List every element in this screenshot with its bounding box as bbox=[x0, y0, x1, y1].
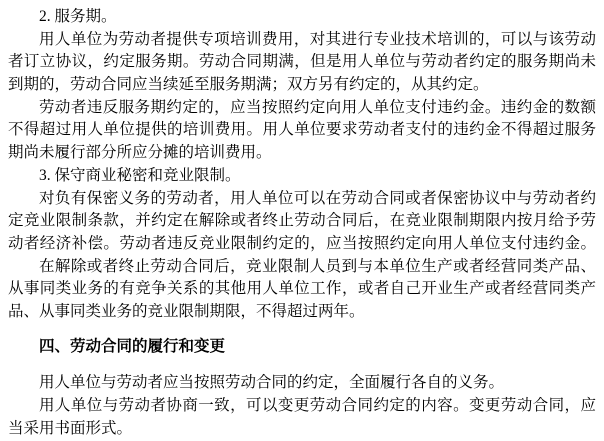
text-line: 用人单位为劳动者提供专项培训费用，对其进行专业技术培训的，可以与该劳动 bbox=[39, 30, 596, 48]
section-heading: 四、劳动合同的履行和变更 bbox=[39, 337, 226, 355]
text-line: 用人单位与劳动者协商一致，可以变更劳动合同约定的内容。变更劳动合同，应 bbox=[39, 397, 596, 414]
text-line: 期尚未履行部分所应分摊的培训费用。 bbox=[8, 144, 272, 162]
text-line: 动者经济补偿。劳动者违反竞业限制约定的，应当按照约定向用人单位支付违约金。 bbox=[8, 234, 596, 252]
text-line: 3. 保守商业秘密和竞业限制。 bbox=[39, 166, 241, 184]
text-line: 在解除或者终止劳动合同后，竞业限制人员到与本单位生产或者经营同类产品、 bbox=[39, 257, 596, 275]
text-line: 到期的，劳动合同应当续延至服务期满；双方另有约定的，从其约定。 bbox=[8, 76, 489, 94]
text-line: 定竞业限制条款，并约定在解除或者终止劳动合同后，在竞业限制期限内按月给予劳 bbox=[8, 212, 596, 230]
text-line: 2. 服务期。 bbox=[39, 8, 117, 25]
text-line: 不得超过用人单位提供的培训费用。用人单位要求劳动者支付的违约金不得超过服务 bbox=[8, 121, 596, 139]
text-line: 当采用书面形式。 bbox=[8, 419, 133, 437]
text-line: 品、从事同类业务的竞业限制期限，不得超过两年。 bbox=[8, 302, 365, 320]
text-line: 劳动者违反服务期约定的，应当按照约定向用人单位支付违约金。违约金的数额 bbox=[39, 98, 596, 116]
text-line: 对负有保密义务的劳动者，用人单位可以在劳动合同或者保密协议中与劳动者约 bbox=[39, 189, 596, 207]
text-line: 者订立协议，约定服务期。劳动合同期满，但是用人单位与劳动者约定的服务期尚未 bbox=[8, 53, 596, 71]
text-line: 从事同类业务的有竞争关系的其他用人单位工作，或者自己开业生产或者经营同类产 bbox=[8, 280, 596, 298]
text-line: 用人单位与劳动者应当按照劳动合同的约定，全面履行各自的义务。 bbox=[39, 374, 505, 392]
